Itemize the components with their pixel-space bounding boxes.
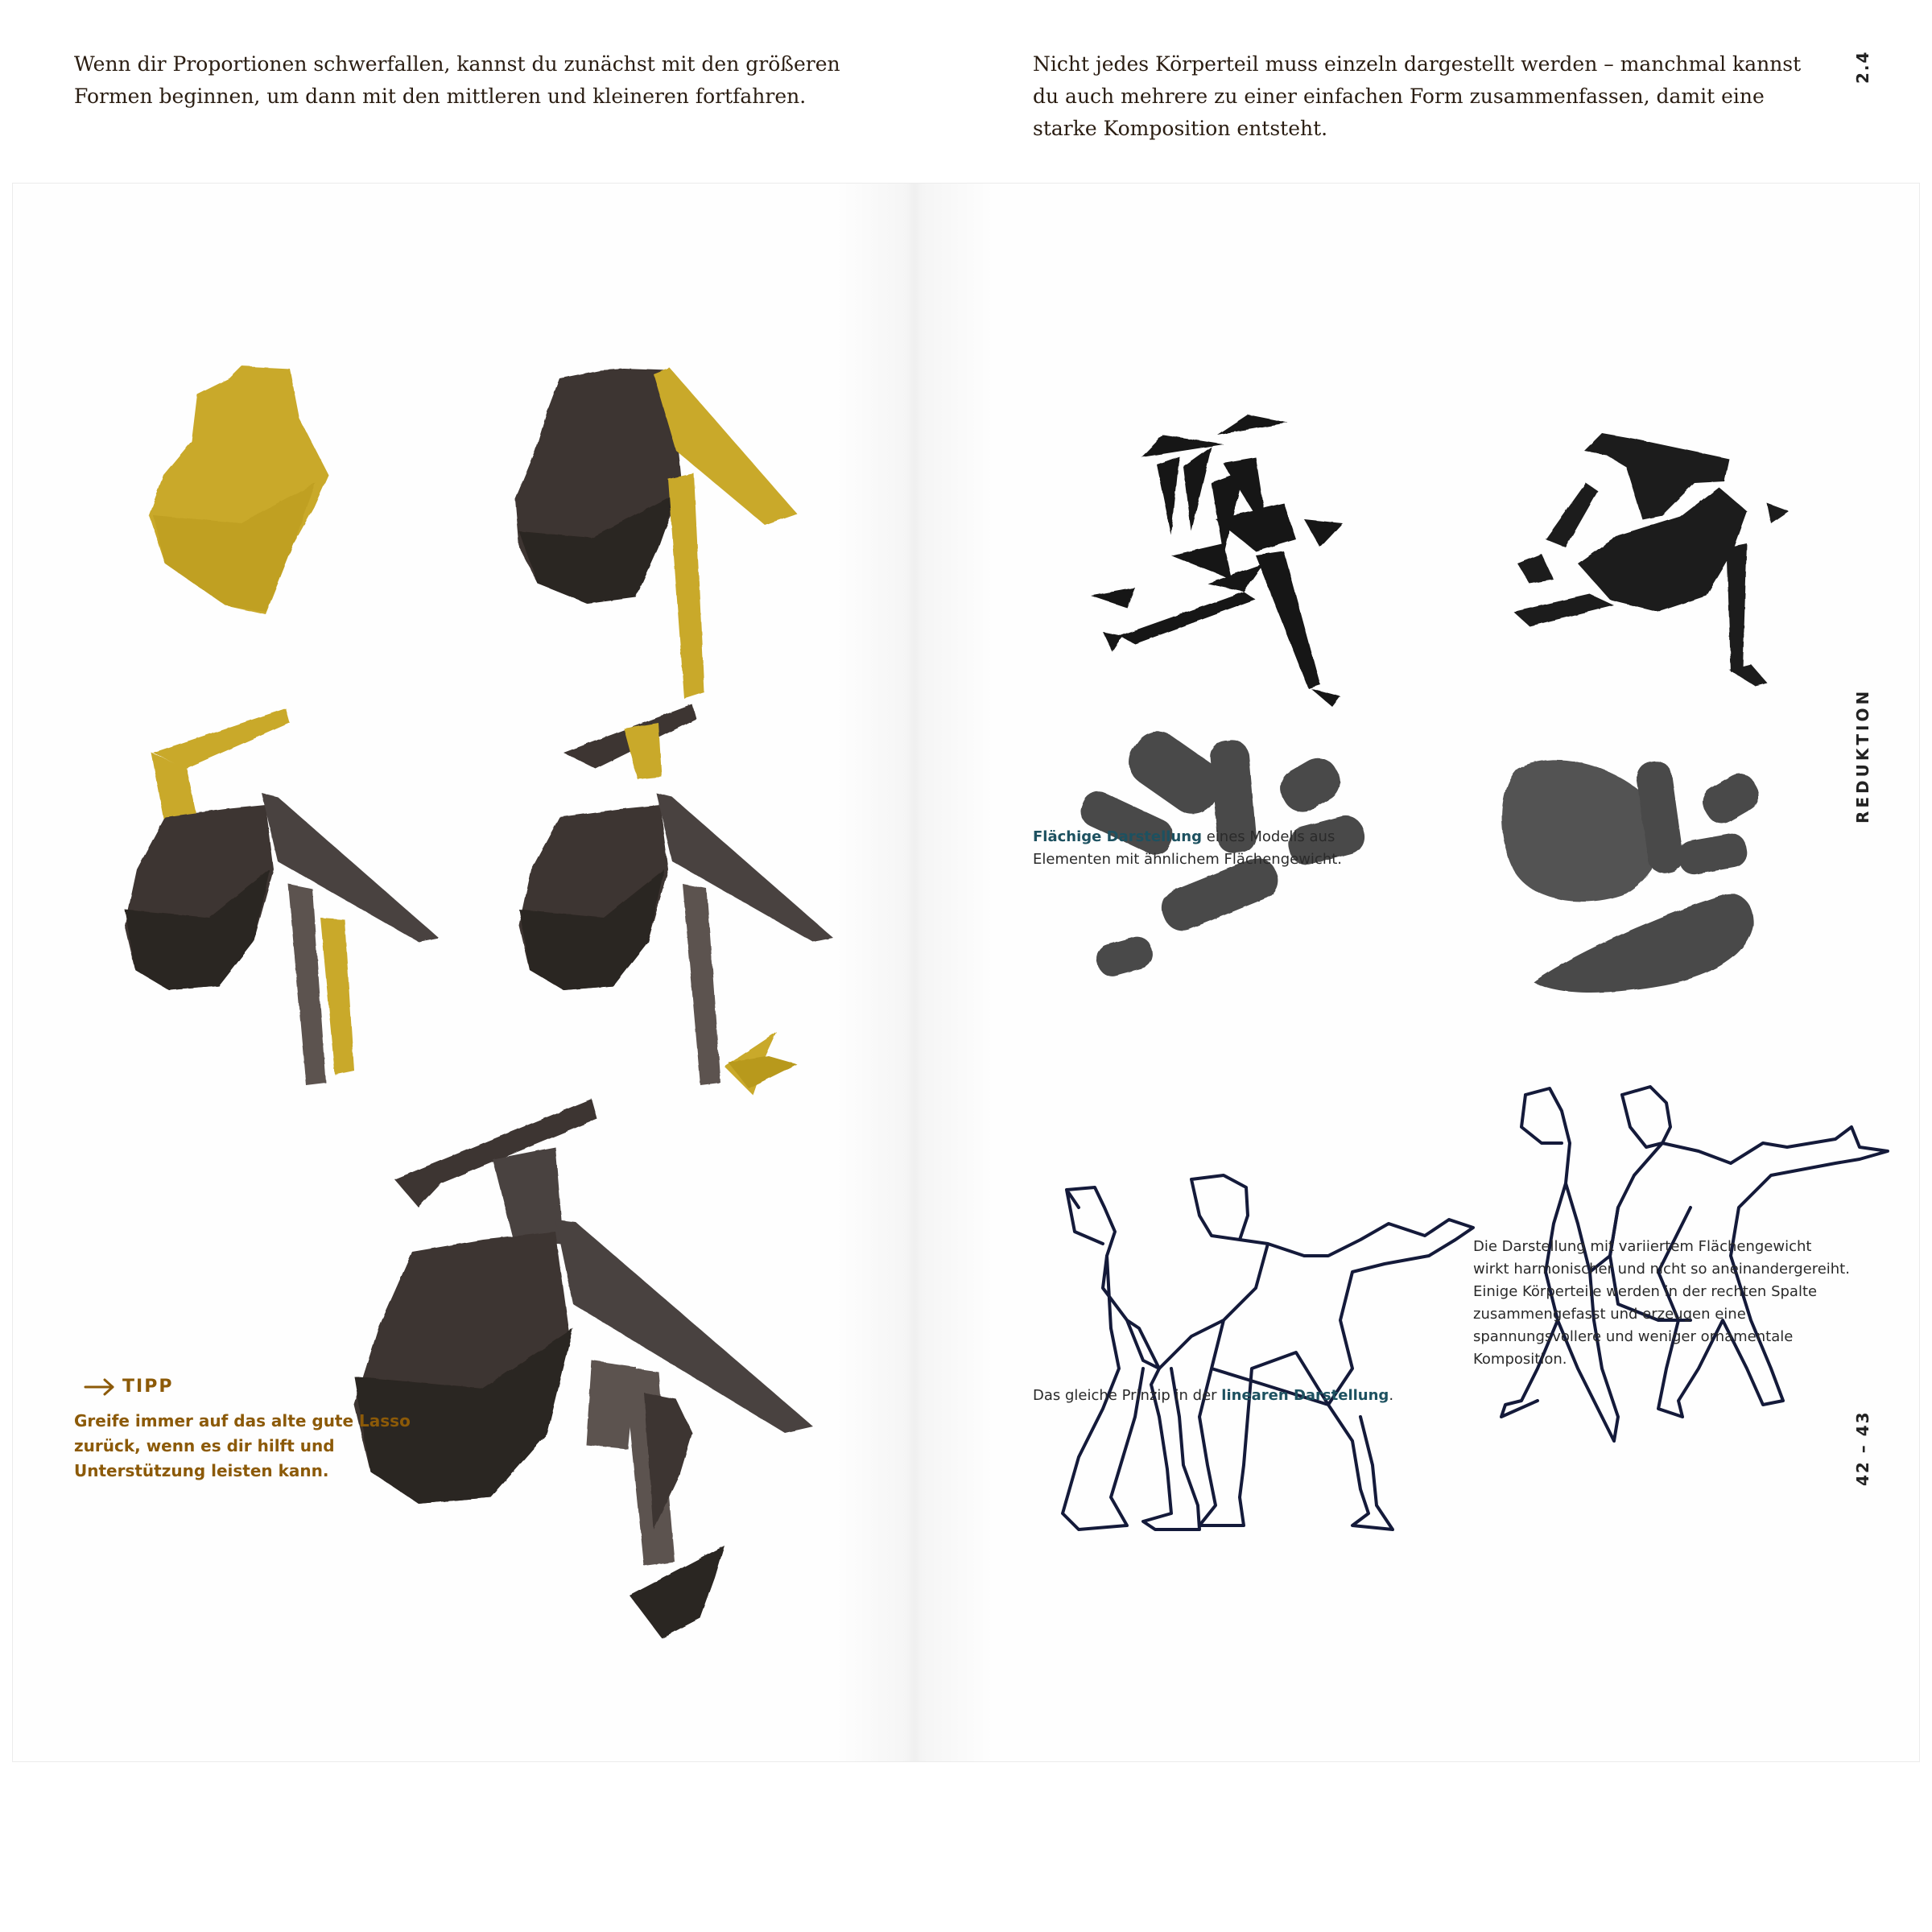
black-shape	[1212, 471, 1244, 555]
black-shape	[1119, 592, 1256, 644]
chapter-title: REDUKTION	[1853, 687, 1872, 824]
caption-varied: Die Darstellung mit variiertem Flächengewicht wirkt harmonischer und nicht so aneinandergereiht. Einige Körperteile werden in der rechten Spalte zusammengefasst und erzeugen eine spannungsvollere und weniger ornamentale Komposition.	[1473, 1238, 1850, 1368]
dark-arm-4	[656, 793, 833, 942]
grey-foot	[1676, 832, 1749, 877]
line-figure-1	[1063, 1187, 1199, 1530]
black-shape	[1256, 551, 1320, 688]
black-shape	[1157, 456, 1179, 535]
caption-flat	[1033, 826, 1387, 871]
line-figures-left	[1063, 1175, 1473, 1530]
black-shape	[1304, 519, 1343, 547]
dark-forearm-5	[394, 1099, 597, 1208]
grey-wedge	[1534, 894, 1753, 993]
black-merged-figure	[1513, 433, 1789, 686]
black-leg-left	[1513, 594, 1614, 626]
black-knee	[1517, 554, 1554, 584]
black-leg-upper	[1546, 483, 1598, 547]
ochre-heel-4	[729, 1056, 797, 1088]
black-shape	[1171, 543, 1232, 580]
grey-blobs-merged	[1502, 759, 1765, 993]
black-shape	[1091, 588, 1135, 608]
arrow-right-icon	[85, 1380, 113, 1394]
caption-flat-rest: eines Modells aus Elementen mit ähnlichem Flächengewicht.	[1033, 828, 1343, 868]
black-shape	[1103, 632, 1123, 652]
ochre-leg-shape	[668, 473, 704, 699]
black-shape	[1183, 447, 1212, 531]
black-shape	[1217, 415, 1288, 435]
grey-blob	[1093, 934, 1156, 980]
tipp-heading: TIPP	[122, 1377, 174, 1397]
caption-linear-before: Das gleiche Prinzip in der	[1033, 1387, 1222, 1404]
line-figure-2	[1159, 1175, 1473, 1530]
black-hand	[1767, 503, 1789, 523]
figure-step-2	[515, 368, 797, 699]
caption-flat-highlight: Flächige Darstellung	[1033, 828, 1202, 845]
mid-leg-4	[683, 884, 720, 1085]
dark-arm-3	[262, 793, 439, 942]
grey-small	[1697, 768, 1765, 830]
caption-linear-highlight: linearen Darstellung	[1221, 1387, 1389, 1404]
grey-blob	[1273, 751, 1347, 819]
figure-step-5	[354, 1099, 813, 1638]
figure-step-3	[125, 708, 439, 1085]
ochre-shin-3	[320, 918, 354, 1075]
black-triangles-figure	[1091, 415, 1343, 707]
ochre-forearm-shape	[153, 708, 290, 769]
left-intro-text: Wenn dir Proportionen schwerfallen, kannst du zunächst mit den größeren Formen beginnen, um dann mit den mittleren und kleineren fortfahren.	[74, 52, 840, 108]
page-numbers: 42 – 43	[1853, 1410, 1872, 1486]
right-intro-text: Nicht jedes Körperteil muss einzeln dargestellt werden – manchmal kannst du auch mehrere zu einer einfachen Form zusammenfassen, damit eine starke Komposition entsteht.	[1033, 52, 1802, 140]
black-shape	[1141, 435, 1224, 457]
mid-leg-3	[288, 884, 326, 1085]
caption-linear	[1033, 1385, 1451, 1407]
figure-step-1	[149, 366, 328, 614]
section-number: 2.4	[1853, 50, 1872, 84]
black-leg-right	[1727, 543, 1747, 672]
tipp-text: Greife immer auf das alte gute Lasso zurück, wenn es dir hilft und Unterstützung leisten kann.	[74, 1411, 411, 1480]
caption-linear-after: .	[1389, 1387, 1394, 1404]
figure-step-4	[519, 704, 833, 1095]
black-shape	[1311, 688, 1340, 707]
